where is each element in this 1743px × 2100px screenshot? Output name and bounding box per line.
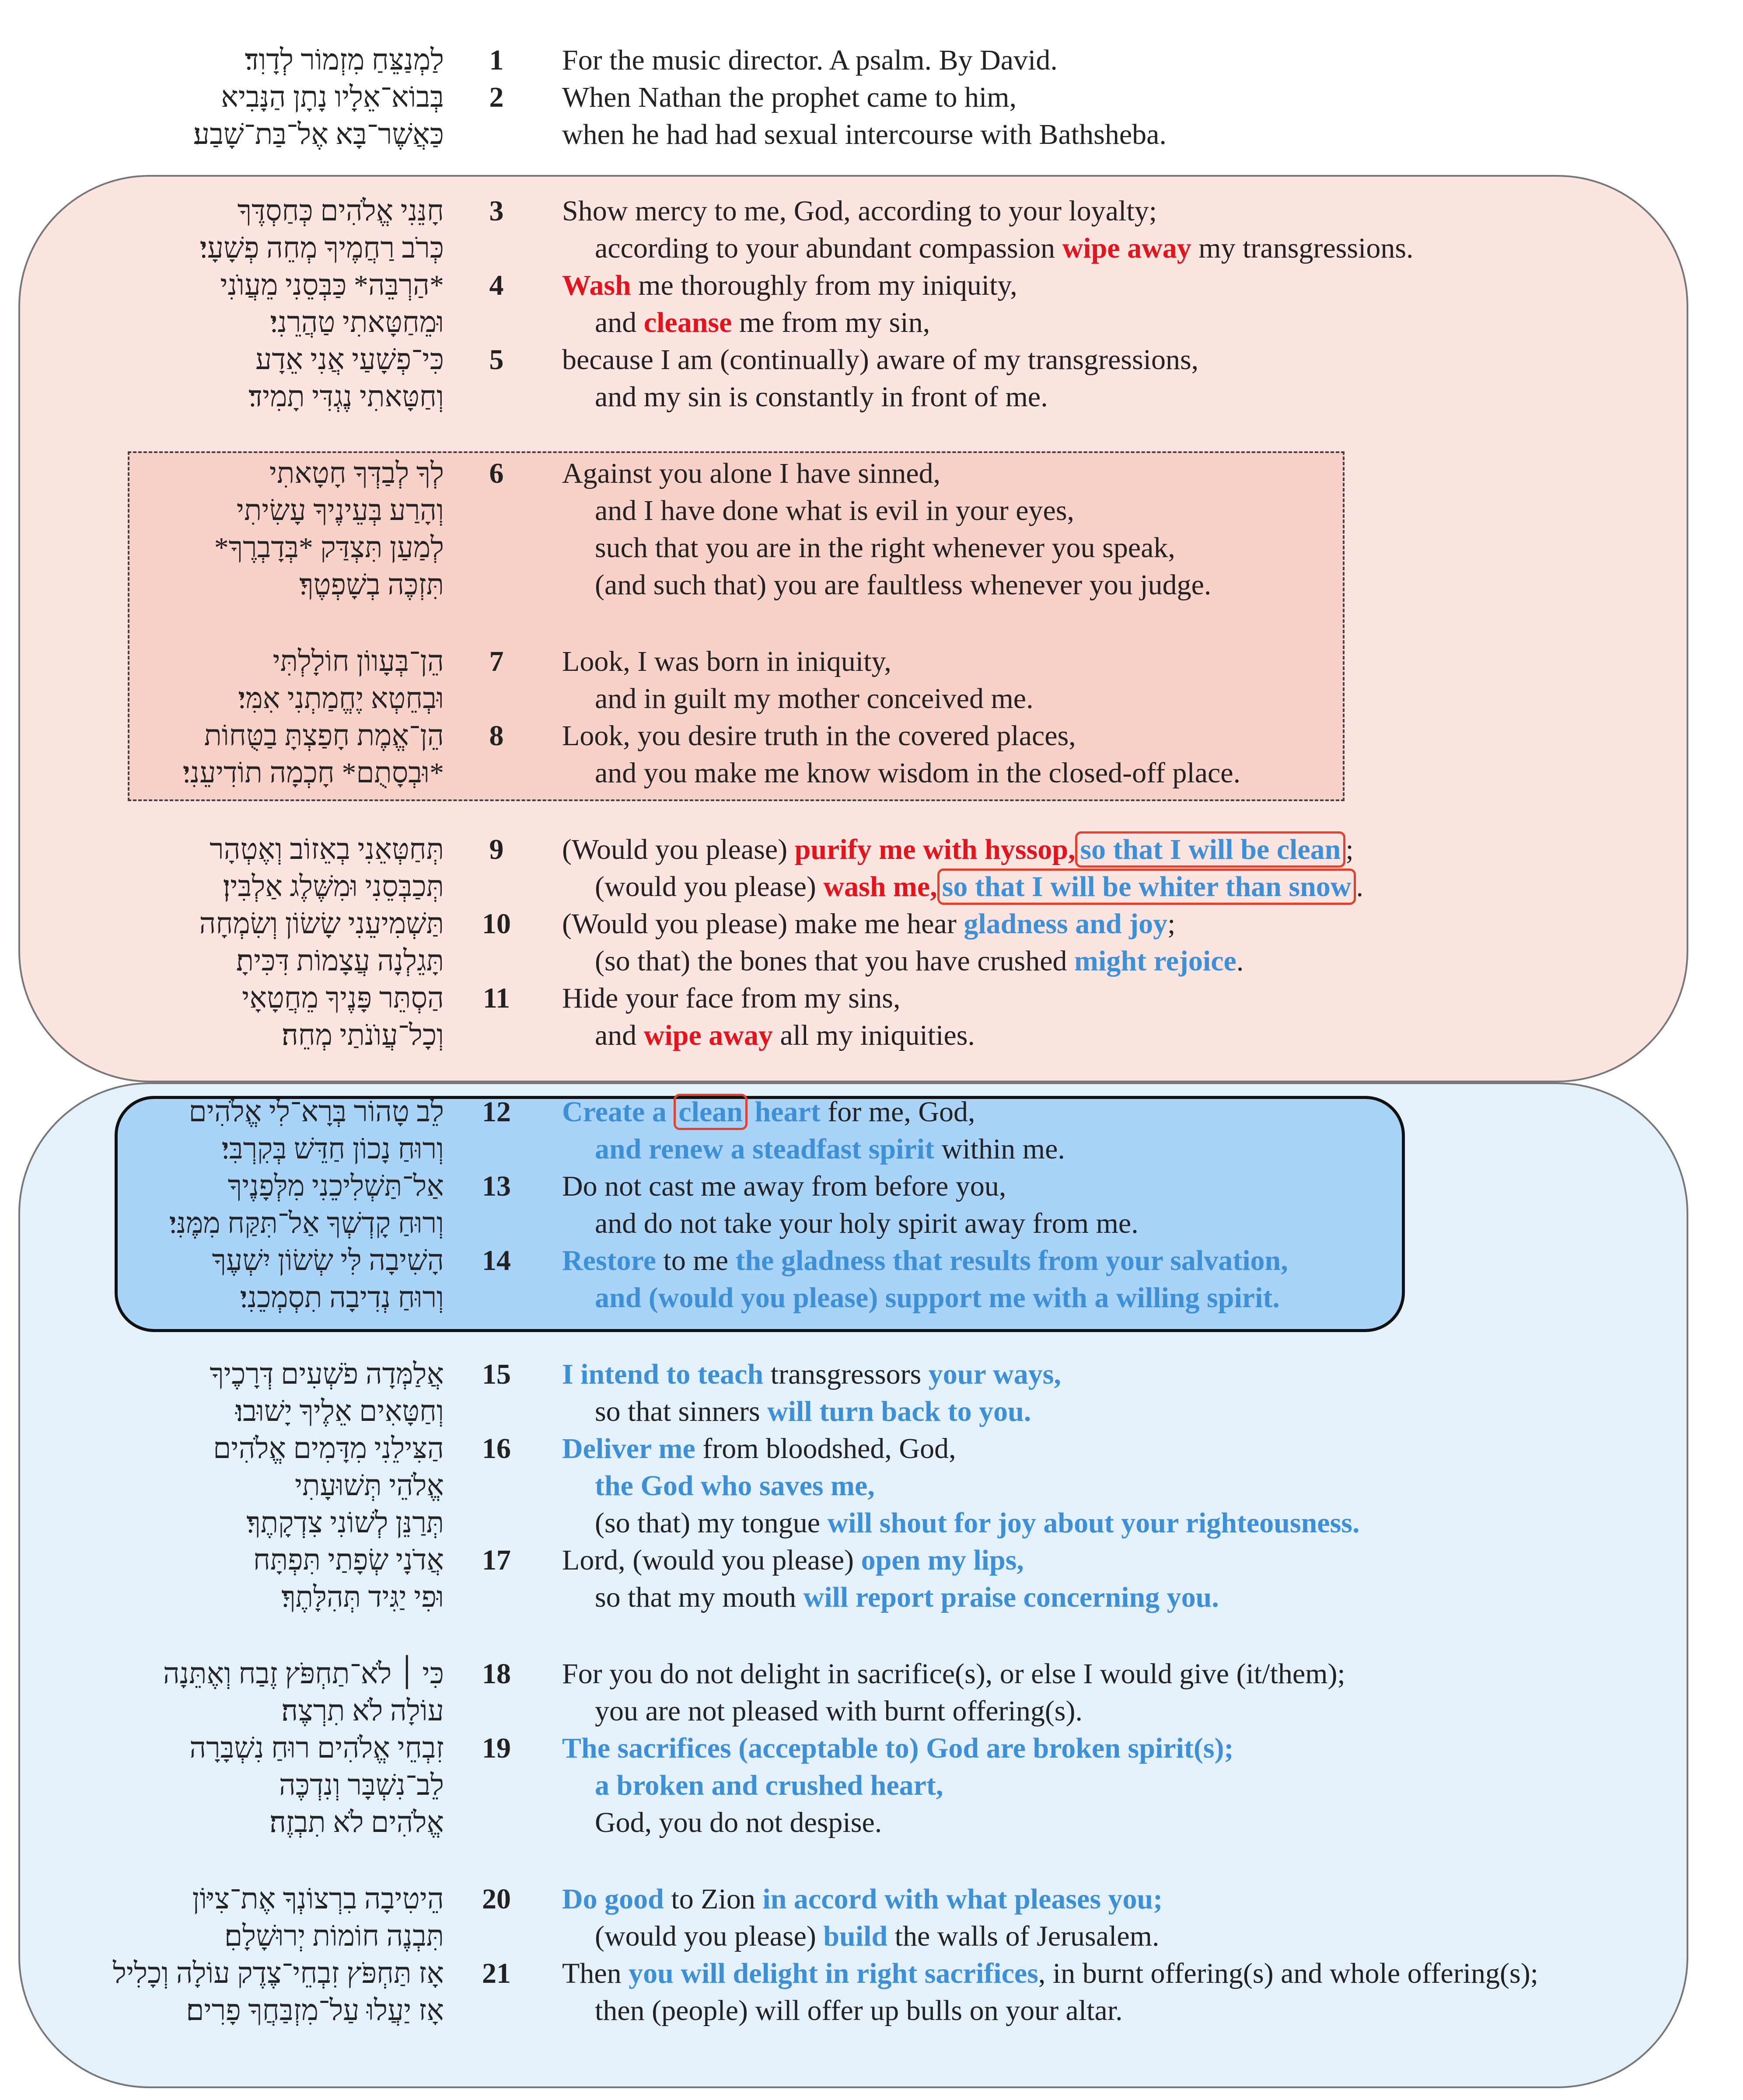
english-blue: you will delight in right sacrifices bbox=[629, 1957, 1038, 1989]
verse-line bbox=[0, 1467, 1743, 1505]
verse-line bbox=[0, 304, 1743, 342]
hebrew-text: הַסְתֵּר פָּנֶיךָ מֵחֲטָאָי bbox=[242, 982, 444, 1014]
hebrew-text: וְחַטָּאתִי נֶגְדִּי תָמִיד׃ bbox=[248, 381, 444, 413]
english-blue2: the gladness that results from your salvation, bbox=[735, 1245, 1288, 1277]
english-text bbox=[562, 1093, 975, 1131]
english-blue: The sacrifices (acceptable to) God are broken spirit(s); bbox=[562, 1732, 1234, 1764]
english-red: cleanse bbox=[643, 307, 732, 338]
hebrew-text: וְחַטָּאִים אֵלֶיךָ יָשׁוּבוּ׃ bbox=[235, 1395, 444, 1427]
english-text bbox=[562, 1880, 1163, 1918]
english-blue: will shout for joy about your righteousness. bbox=[827, 1507, 1360, 1539]
english: (and such that) you are faultless whenever you judge. bbox=[595, 569, 1212, 601]
english-text bbox=[562, 1430, 956, 1468]
english-red: wash me, bbox=[823, 871, 937, 903]
english: Look, I was born in iniquity, bbox=[562, 645, 891, 677]
hebrew-text: זִבְחֵי אֱלֹהִים רוּחַ נִשְׁבָּרָה bbox=[189, 1732, 444, 1764]
verse-line bbox=[0, 1430, 1743, 1468]
english-red: Wash bbox=[562, 269, 631, 301]
english-blue2: your ways, bbox=[928, 1358, 1061, 1390]
verse-line bbox=[0, 42, 1743, 79]
english-red: wipe away bbox=[643, 1019, 773, 1051]
verse-number: 3 bbox=[489, 195, 504, 227]
english-pre: according to your abundant compassion bbox=[595, 232, 1062, 264]
english: and in guilt my mother conceived me. bbox=[595, 683, 1034, 715]
hebrew-text: וְכָל־עֲוֺנֹתַי מְחֵה׃ bbox=[281, 1019, 444, 1051]
hebrew-text: אֱלֹהִים לֹא תִבְזֶה׃ bbox=[269, 1807, 444, 1838]
english-red: wipe away bbox=[1062, 232, 1191, 264]
english-blue: open my lips, bbox=[861, 1544, 1024, 1576]
english-text bbox=[562, 1955, 1538, 1992]
verse-line bbox=[0, 267, 1743, 304]
english-text bbox=[595, 529, 1175, 567]
verse-number: 19 bbox=[482, 1732, 511, 1764]
english-text bbox=[595, 1692, 1083, 1730]
english: when he had had sexual intercourse with Bathsheba. bbox=[562, 119, 1167, 150]
verse-line bbox=[0, 942, 1743, 980]
verse-line bbox=[0, 1504, 1743, 1542]
english-post: my transgressions. bbox=[1191, 232, 1414, 264]
english-text bbox=[562, 267, 1017, 304]
hebrew-text: לַמְנַצֵּחַ מִזְמוֹר לְדָוִד׃ bbox=[245, 44, 444, 76]
english-text bbox=[595, 1767, 943, 1804]
english-post: me thoroughly from my iniquity, bbox=[631, 269, 1017, 301]
english-blue: the God who saves me, bbox=[595, 1470, 875, 1502]
verse-number: 1 bbox=[489, 44, 504, 76]
english-blue: and renew a steadfast spirit bbox=[595, 1133, 935, 1165]
hebrew-text: וְרוּחַ נָכוֹן חַדֵּשׁ בְּקִרְבִּי׃ bbox=[221, 1133, 444, 1165]
verse-line bbox=[0, 116, 1743, 153]
hebrew-text: כִּי־פְשָׁעַי אֲנִי אֵדָע bbox=[255, 344, 444, 376]
english-text bbox=[595, 942, 1244, 980]
verse-line bbox=[0, 1992, 1743, 2030]
english-text bbox=[595, 754, 1240, 792]
english-blue: gladness and joy bbox=[964, 908, 1168, 940]
verse-number: 16 bbox=[482, 1433, 511, 1465]
verse-line bbox=[0, 868, 1743, 906]
english-pre2: transgressors bbox=[763, 1358, 929, 1390]
hebrew-text: אֲדֹנָי שְׂפָתַי תִּפְתָּח bbox=[253, 1544, 444, 1576]
english-blue: I intend to teach bbox=[562, 1358, 764, 1390]
english-text bbox=[562, 1168, 1006, 1205]
verse-line bbox=[0, 717, 1743, 755]
hebrew-text: תְּכַבְּסֵנִי וּמִשֶּׁלֶג אַלְבִּין׃ bbox=[223, 871, 444, 903]
english-text bbox=[562, 116, 1167, 153]
verse-line bbox=[0, 1017, 1743, 1054]
verse-number: 11 bbox=[482, 982, 510, 1014]
english-post: . bbox=[1356, 871, 1363, 903]
verse-number: 15 bbox=[482, 1358, 511, 1390]
verse-line bbox=[0, 905, 1743, 943]
english: When Nathan the prophet came to him, bbox=[562, 81, 1017, 113]
hebrew-text: תָּגֵלְנָה עֲצָמוֹת דִּכִּיתָ׃ bbox=[236, 945, 444, 977]
english-post: for me, God, bbox=[820, 1096, 975, 1128]
english-post: me from my sin, bbox=[732, 307, 930, 338]
hebrew-text: אָז יַעֲלוּ עַל־מִזְבַּחֲךָ פָרִים׃ bbox=[186, 1995, 444, 2027]
english-pre: (would you please) bbox=[595, 1920, 824, 1952]
hebrew-text: אֱלֹהֵי תְּשׁוּעָתִי bbox=[294, 1470, 444, 1502]
english-text bbox=[562, 831, 1354, 869]
english-text bbox=[595, 868, 1363, 906]
english-box: so that I will be whiter than snow bbox=[937, 869, 1356, 905]
verse-number: 12 bbox=[482, 1096, 511, 1128]
verse-number: 6 bbox=[489, 457, 504, 489]
english: and you make me know wisdom in the closed-off place. bbox=[595, 757, 1241, 789]
verse-line bbox=[0, 79, 1743, 116]
hebrew-text: וּבְחֵטְא יֶחֱמַתְנִי אִמִּי׃ bbox=[238, 683, 444, 715]
verse-line bbox=[0, 192, 1743, 230]
english-text bbox=[562, 1356, 1061, 1393]
verse-number: 14 bbox=[482, 1245, 511, 1277]
verse-line bbox=[0, 230, 1743, 267]
verse-line bbox=[0, 680, 1743, 718]
english-text bbox=[562, 42, 1058, 79]
verse-line bbox=[0, 1880, 1743, 1918]
hebrew-text: כְּרֹב רַחֲמֶיךָ מְחֵה פְשָׁעָי׃ bbox=[199, 232, 444, 264]
english-post: the walls of Jerusalem. bbox=[887, 1920, 1160, 1952]
english-text bbox=[595, 566, 1211, 604]
verse-line bbox=[0, 754, 1743, 792]
verse-line bbox=[0, 1093, 1743, 1131]
hebrew-text: חָנֵּנִי אֱלֹהִים כְּחַסְדֶּךָ bbox=[237, 195, 444, 227]
hebrew-text: לֵב־נִשְׁבָּר וְנִדְכֶּה bbox=[279, 1769, 444, 1801]
english: For the music director. A psalm. By David. bbox=[562, 44, 1058, 76]
english-text bbox=[595, 378, 1048, 416]
english-pre: and bbox=[595, 307, 644, 338]
verse-line bbox=[0, 831, 1743, 869]
english-text bbox=[595, 304, 930, 342]
verse-line bbox=[0, 1655, 1743, 1693]
hebrew-text: עוֹלָה לֹא תִרְצֶה׃ bbox=[281, 1695, 444, 1727]
english-text bbox=[562, 341, 1198, 379]
hebrew-text: תְּחַטְּאֵנִי בְאֵזוֹב וְאֶטְהָר bbox=[210, 834, 444, 865]
hebrew-text: *הַרְבֵּה* כַּבְּסֵנִי מֵעֲוֺנִי bbox=[220, 269, 444, 301]
verse-line bbox=[0, 1579, 1743, 1616]
english-post: ; bbox=[1345, 834, 1354, 865]
english-pre: Lord, (would you please) bbox=[562, 1544, 861, 1576]
english-text bbox=[595, 1804, 882, 1842]
verse-number: 17 bbox=[482, 1544, 511, 1576]
english-pre: (Would you please) make me hear bbox=[562, 908, 964, 940]
verse-line bbox=[0, 341, 1743, 379]
english-text bbox=[595, 1467, 875, 1505]
english: God, you do not despise. bbox=[595, 1807, 882, 1838]
english-text bbox=[562, 1242, 1288, 1280]
english-text bbox=[595, 680, 1034, 718]
hebrew-text: תִּזְכֶּה בְשָׁפְטֶךָ׃ bbox=[299, 569, 444, 601]
verse-number: 10 bbox=[482, 908, 511, 940]
verse-number: 4 bbox=[489, 269, 504, 301]
english-post: ; bbox=[1167, 908, 1176, 940]
english-pre2: to Zion bbox=[664, 1883, 763, 1915]
english-blue: Deliver me bbox=[562, 1433, 695, 1465]
hebrew-text: אָז תַּחְפֹּץ זִבְחֵי־צֶדֶק עוֹלָה וְכָלִיל bbox=[112, 1957, 444, 1989]
english-text bbox=[595, 1918, 1160, 1955]
english-pre2: to me bbox=[656, 1245, 736, 1277]
verse-line bbox=[0, 1730, 1743, 1767]
hebrew-text: תְּרַנֵּן לְשׁוֹנִי צִדְקָתֶךָ׃ bbox=[246, 1507, 444, 1539]
hebrew-text: תִּבְנֶה חוֹמוֹת יְרוּשָׁלָםִ׃ bbox=[224, 1920, 444, 1952]
english-box: so that I will be clean bbox=[1075, 831, 1345, 868]
verse-number: 20 bbox=[482, 1883, 511, 1915]
english-text bbox=[595, 1279, 1280, 1317]
english: then (people) will offer up bulls on your altar. bbox=[595, 1995, 1123, 2027]
english: and I have done what is evil in your eyes, bbox=[595, 495, 1075, 527]
english-text bbox=[595, 230, 1414, 267]
hebrew-text: לְךָ לְבַדְּךָ חָטָאתִי bbox=[269, 457, 444, 489]
english-text bbox=[562, 1655, 1345, 1693]
verse-line bbox=[0, 1918, 1743, 1955]
verse-line bbox=[0, 643, 1743, 680]
english-text bbox=[562, 192, 1157, 230]
english-text bbox=[595, 1130, 1065, 1168]
hebrew-text: תַּשְׁמִיעֵנִי שָׂשׂוֹן וְשִׂמְחָה bbox=[199, 908, 444, 940]
hebrew-text: הָשִׁיבָה לִּי שְׂשׂוֹן יִשְׁעֶךָ bbox=[212, 1245, 444, 1277]
verse-number: 9 bbox=[489, 834, 504, 865]
english-pre: (Would you please) bbox=[562, 834, 795, 865]
english-blue: a broken and crushed heart, bbox=[595, 1769, 943, 1801]
verse-line bbox=[0, 566, 1743, 604]
english-text bbox=[595, 1992, 1123, 2030]
verse-line bbox=[0, 1542, 1743, 1579]
english: Look, you desire truth in the covered places, bbox=[562, 720, 1076, 752]
verse-line bbox=[0, 1767, 1743, 1804]
verse-line bbox=[0, 1692, 1743, 1730]
verse-line bbox=[0, 492, 1743, 530]
english: you are not pleased with burnt offering(s). bbox=[595, 1695, 1083, 1727]
english-post: , in burnt offering(s) and whole offering(s); bbox=[1038, 1957, 1539, 1989]
hebrew-text: וּמֵחַטָּאתִי טַהֲרֵנִי׃ bbox=[270, 307, 444, 338]
verse-number: 5 bbox=[489, 344, 504, 376]
english: and my sin is constantly in front of me. bbox=[595, 381, 1048, 413]
english: such that you are in the right whenever you speak, bbox=[595, 532, 1175, 564]
english-text bbox=[562, 79, 1016, 116]
english-box: clean bbox=[674, 1094, 747, 1130]
english-text bbox=[595, 1504, 1359, 1542]
verse-line bbox=[0, 455, 1743, 492]
verse-line bbox=[0, 1279, 1743, 1317]
verse-number: 18 bbox=[482, 1658, 511, 1690]
verse-line bbox=[0, 1242, 1743, 1280]
hebrew-text: הֵן־בְּעָווֹן חוֹלָלְתִּי bbox=[272, 645, 444, 677]
english-text bbox=[595, 1393, 1031, 1430]
english-post: from bloodshed, God, bbox=[695, 1433, 956, 1465]
english-post: . bbox=[1236, 945, 1244, 977]
english-text bbox=[562, 1730, 1233, 1767]
english-text bbox=[595, 1017, 975, 1054]
hebrew-text: בְּבוֹא־אֵלָיו נָתָן הַנָּבִיא bbox=[221, 81, 444, 113]
verse-number: 2 bbox=[489, 81, 504, 113]
english-pre: (so that) my tongue bbox=[595, 1507, 828, 1539]
english-blue: might rejoice bbox=[1074, 945, 1237, 977]
english-text bbox=[595, 1205, 1139, 1242]
verse-number: 13 bbox=[482, 1170, 511, 1202]
verse-line bbox=[0, 1130, 1743, 1168]
hebrew-text: כִּי ׀ לֹא־תַחְפֹּץ זֶבַח וְאֶתֵּנָה bbox=[163, 1658, 444, 1690]
verse-line bbox=[0, 1205, 1743, 1242]
english-pre: so that sinners bbox=[595, 1395, 768, 1427]
english-text bbox=[562, 717, 1076, 755]
english-blue: will report praise concerning you. bbox=[803, 1581, 1219, 1613]
english-blue: Restore bbox=[562, 1245, 657, 1277]
hebrew-text: הֵן־אֱמֶת חָפַצְתָּ בַטֻּחוֹת bbox=[204, 720, 444, 752]
verse-line bbox=[0, 1168, 1743, 1205]
english: Do not cast me away from before you, bbox=[562, 1170, 1006, 1202]
hebrew-text: לְמַעַן תִּצְדַּק *בְּדָבְרֶךָ* bbox=[214, 532, 444, 564]
english-pre: (would you please) bbox=[595, 871, 824, 903]
english-pre: Then bbox=[562, 1957, 629, 1989]
verse-line bbox=[0, 980, 1743, 1017]
english-text bbox=[595, 1579, 1219, 1616]
hebrew-text: כַּאֲשֶׁר־בָּא אֶל־בַּת־שָׁבַע׃ bbox=[193, 119, 444, 150]
hebrew-text: אֲלַמְּדָה פֹשְׁעִים דְּרָכֶיךָ bbox=[210, 1358, 444, 1390]
english: Show mercy to me, God, according to your loyalty; bbox=[562, 195, 1157, 227]
english-text bbox=[562, 980, 900, 1017]
verse-number: 7 bbox=[489, 645, 504, 677]
english-blue: and (would you please) support me with a willing spirit. bbox=[595, 1282, 1280, 1314]
english-pre: so that my mouth bbox=[595, 1581, 803, 1613]
verse-line bbox=[0, 1393, 1743, 1430]
hebrew-text: וְרוּחַ נְדִיבָה תִסְמְכֵנִי׃ bbox=[240, 1282, 444, 1314]
english: and do not take your holy spirit away from me. bbox=[595, 1207, 1139, 1239]
verse-line bbox=[0, 378, 1743, 416]
hebrew-text: וְרוּחַ קָדְשְׁךָ אַל־תִּקַּח מִמֶּנִּי׃ bbox=[169, 1207, 444, 1239]
english-text bbox=[562, 1542, 1024, 1579]
hebrew-text: הַצִּילֵנִי מִדָּמִים אֱלֹהִים bbox=[213, 1433, 444, 1465]
hebrew-text: וְהָרַע בְּעֵינֶיךָ עָשִׂיתִי bbox=[236, 495, 444, 527]
verse-line bbox=[0, 529, 1743, 567]
english-text bbox=[595, 492, 1074, 530]
verse-line bbox=[0, 1804, 1743, 1842]
english-blue: build bbox=[823, 1920, 888, 1952]
english-text bbox=[562, 643, 891, 680]
english-blue: will turn back to you. bbox=[767, 1395, 1031, 1427]
english-post: within me. bbox=[934, 1133, 1065, 1165]
english-blue2: heart bbox=[747, 1096, 821, 1128]
english-blue2: in accord with what pleases you; bbox=[762, 1883, 1163, 1915]
english: Against you alone I have sinned, bbox=[562, 457, 941, 489]
english: because I am (continually) aware of my transgressions, bbox=[562, 344, 1199, 376]
english-blue: Do good bbox=[562, 1883, 664, 1915]
english-text bbox=[562, 455, 940, 492]
english-post: all my iniquities. bbox=[772, 1019, 975, 1051]
verse-number: 21 bbox=[482, 1957, 511, 1989]
english-text bbox=[562, 905, 1175, 943]
verse-line bbox=[0, 1955, 1743, 1992]
hebrew-text: וּפִי יַגִּיד תְּהִלָּתֶךָ׃ bbox=[281, 1581, 444, 1613]
hebrew-text: הֵיטִיבָה בִרְצוֹנְךָ אֶת־צִיּוֹן bbox=[192, 1883, 444, 1915]
verse-line bbox=[0, 1356, 1743, 1393]
english-red: purify me with hyssop, bbox=[794, 834, 1076, 865]
hebrew-text: לֵב טָהוֹר בְּרָא־לִי אֱלֹהִים bbox=[189, 1096, 444, 1128]
hebrew-text: אַל־תַּשְׁלִיכֵנִי מִלְּפָנֶיךָ bbox=[227, 1170, 444, 1202]
english-pre: (so that) the bones that you have crushed bbox=[595, 945, 1075, 977]
hebrew-text: *וּבְסָתֻם* חָכְמָה תוֹדִיעֵנִי׃ bbox=[182, 757, 444, 789]
english: Hide your face from my sins, bbox=[562, 982, 901, 1014]
english-pre: and bbox=[595, 1019, 644, 1051]
english: For you do not delight in sacrifice(s), or else I would give (it/them); bbox=[562, 1658, 1345, 1690]
english-blue: Create a bbox=[562, 1096, 674, 1128]
verse-number: 8 bbox=[489, 720, 504, 752]
